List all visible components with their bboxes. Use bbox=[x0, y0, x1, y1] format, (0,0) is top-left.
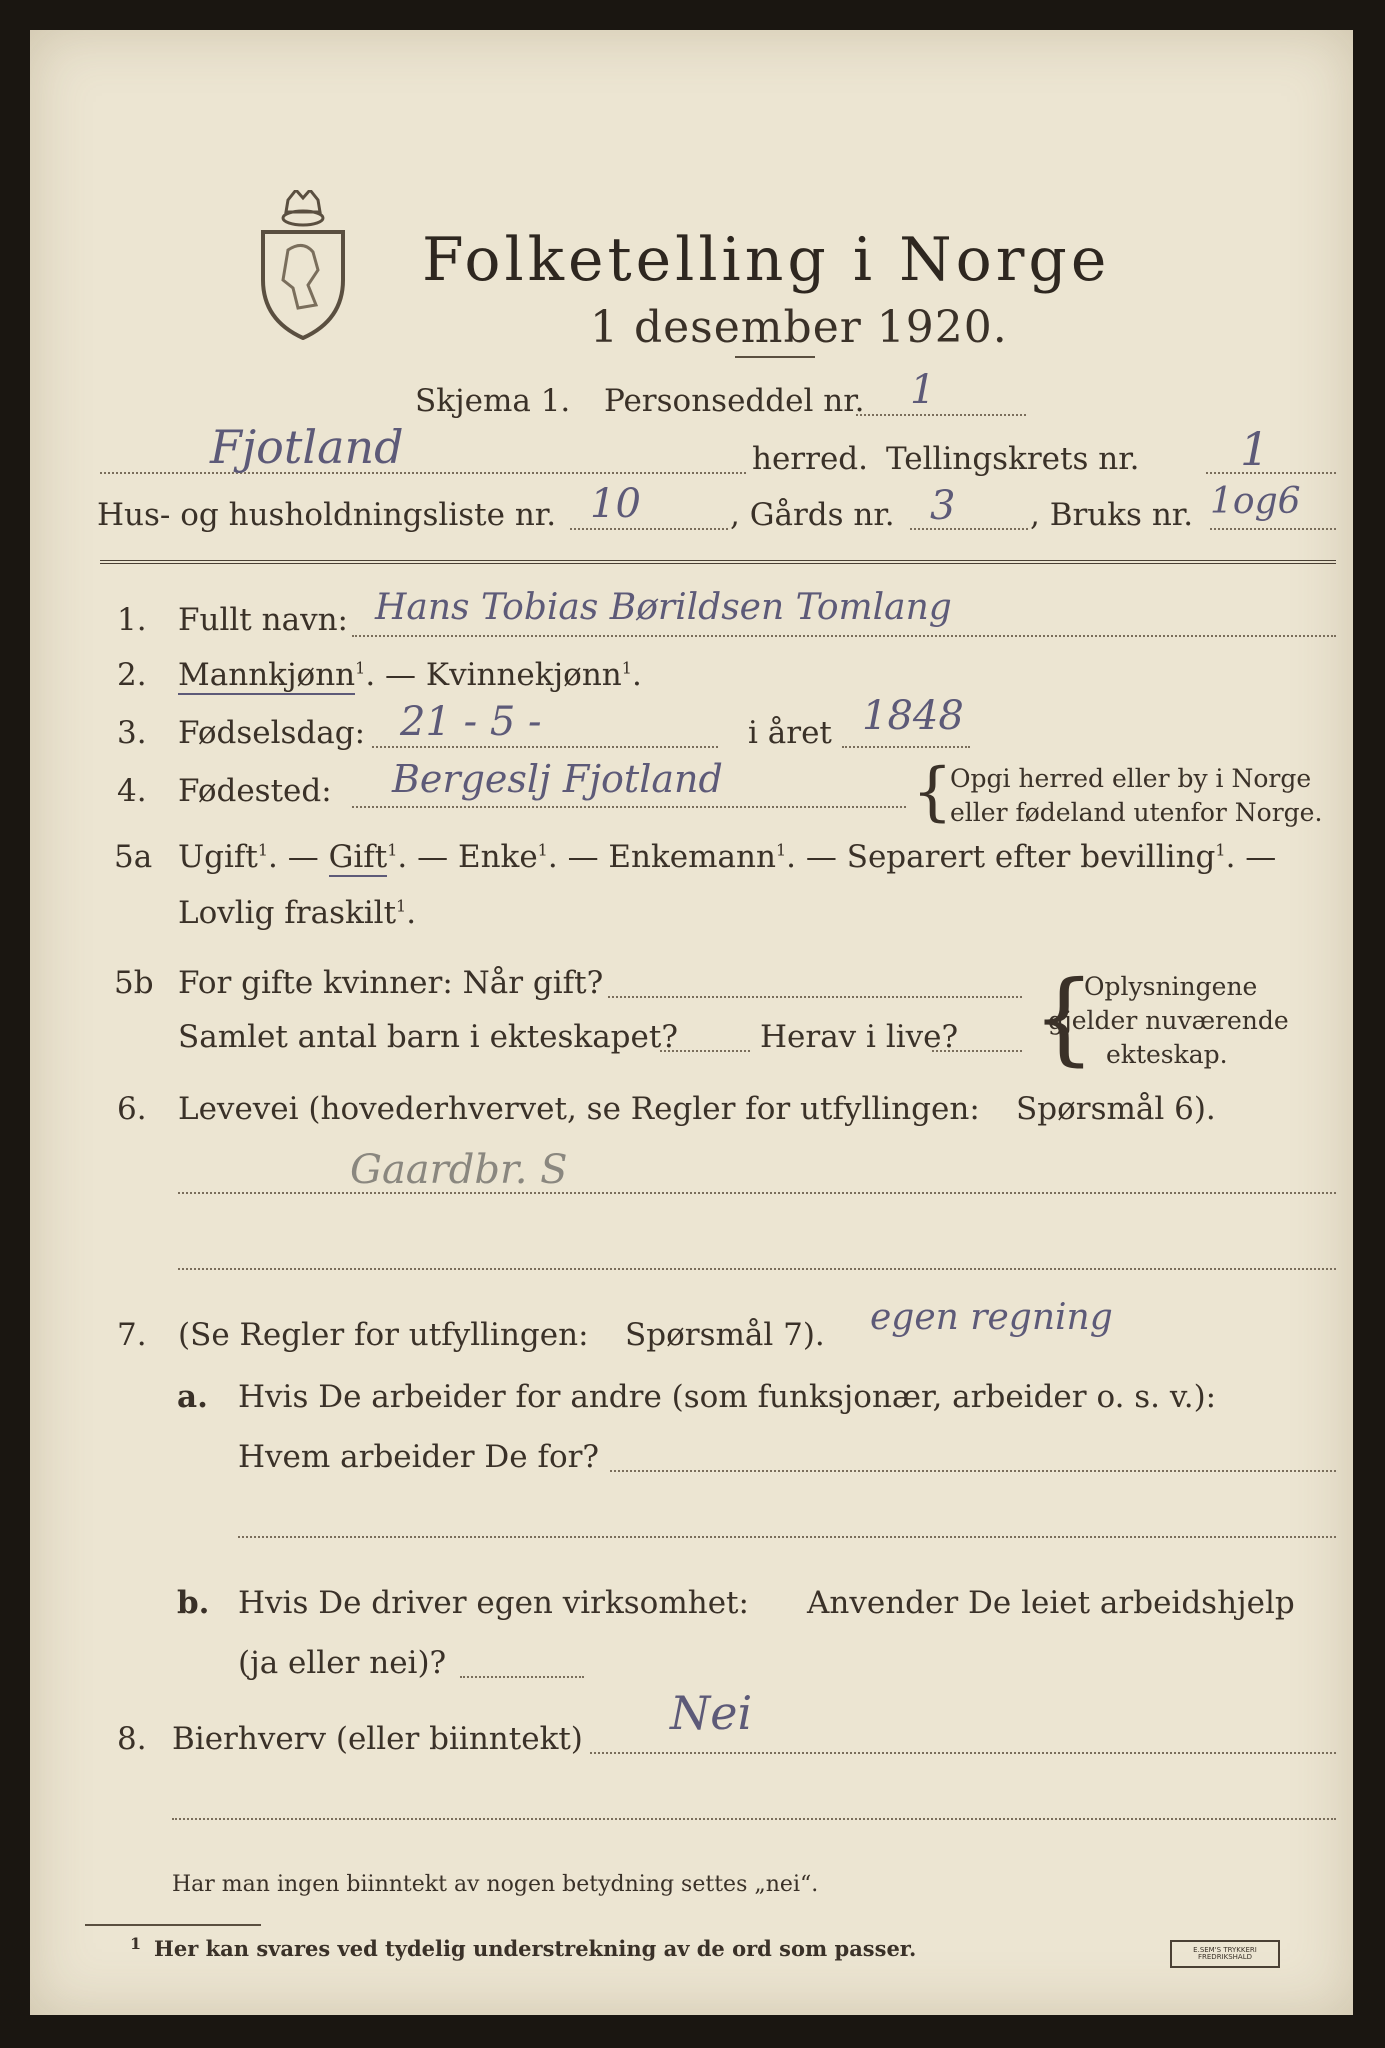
q7-label-end: Spørsmål 7). bbox=[625, 1317, 825, 1353]
q7b-text-end: Anvender De leiet arbeidshjelp bbox=[807, 1585, 1295, 1621]
q5b-label-2: Samlet antal barn i ekteskapet? bbox=[178, 1019, 678, 1055]
herred-label: herred. bbox=[752, 441, 868, 477]
q7b-number: b. bbox=[177, 1585, 210, 1621]
q5b-note-2: gjelder nuværende bbox=[1048, 1006, 1289, 1035]
q4-number: 4. bbox=[117, 773, 147, 809]
q3-day-value: 21 - 5 - bbox=[400, 699, 542, 745]
q5a-gift[interactable]: Gift bbox=[328, 839, 388, 875]
q6-number: 6. bbox=[117, 1091, 147, 1127]
q4-field[interactable] bbox=[352, 806, 906, 808]
schema-label: Skjema 1. bbox=[415, 383, 571, 419]
q7a-number: a. bbox=[177, 1379, 208, 1415]
q7b-field[interactable] bbox=[460, 1676, 584, 1678]
q7-number: 7. bbox=[117, 1317, 147, 1353]
q7-value: egen regning bbox=[870, 1297, 1113, 1338]
q2-options: Mannkjønn$^1$. — Kvinnekjønn$^1$. bbox=[178, 657, 642, 693]
personseddel-value: 1 bbox=[910, 367, 936, 413]
q5a-separert[interactable]: Separert efter bevilling bbox=[846, 839, 1216, 875]
q5b-field-3[interactable] bbox=[932, 1050, 1022, 1052]
hus-field[interactable] bbox=[570, 528, 728, 530]
census-form bbox=[30, 30, 1353, 2015]
q8-field-1[interactable] bbox=[590, 1752, 1336, 1754]
q5b-brace: { bbox=[1032, 959, 1096, 1076]
printer-stamp bbox=[1170, 1940, 1280, 1968]
q5a-options: Ugift$^1$. — Gift$^1$. — Enke$^1$. — Enkemann$^1$. — Separert efter bevilling$^1$. — bbox=[178, 839, 1277, 875]
q3-number: 3. bbox=[117, 715, 147, 751]
q6-field-1[interactable] bbox=[178, 1192, 1336, 1194]
tellingskrets-value: 1 bbox=[1240, 422, 1270, 476]
census-date: 1 desember 1920. bbox=[590, 302, 1008, 353]
q7a-text: Hvis De arbeider for andre (som funksjonær, arbeider o. s. v.): bbox=[238, 1379, 1217, 1415]
q5b-note-1: Oplysningene bbox=[1084, 972, 1258, 1001]
title-divider bbox=[735, 356, 815, 358]
q7a-field-2[interactable] bbox=[238, 1536, 1336, 1538]
q5b-label-3: Herav i live? bbox=[760, 1019, 959, 1055]
q2-separator: . — bbox=[365, 657, 426, 693]
q4-value: Bergeslj Fjotland bbox=[392, 757, 723, 801]
q5b-number: 5b bbox=[114, 965, 154, 1001]
hus-label: Hus- og husholdningsliste nr. bbox=[97, 497, 557, 533]
q6-value: Gaardbr. S bbox=[350, 1147, 568, 1193]
q3-year-field[interactable] bbox=[842, 746, 970, 748]
q5b-note-3: ekteskap. bbox=[1106, 1040, 1228, 1069]
gards-field[interactable] bbox=[910, 528, 1028, 530]
q7b-text: Hvis De driver egen virksomhet: bbox=[238, 1585, 749, 1621]
coat-of-arms-icon bbox=[258, 190, 348, 340]
q3-label: Fødselsdag: bbox=[178, 715, 366, 751]
q4-brace: { bbox=[912, 755, 953, 829]
personseddel-label: Personseddel nr. bbox=[604, 383, 865, 419]
q3-year-value: 1848 bbox=[862, 693, 964, 739]
footnote-mark: 1 bbox=[130, 1934, 142, 1953]
form-title: Folketelling i Norge bbox=[422, 225, 1111, 295]
gards-value: 3 bbox=[930, 483, 956, 529]
q4-note-2: eller fødeland utenfor Norge. bbox=[950, 798, 1323, 827]
q8-label: Bierhverv (eller biinntekt) bbox=[172, 1721, 583, 1757]
tellingskrets-label: Tellingskrets nr. bbox=[886, 441, 1140, 477]
q3-year-label: i året bbox=[748, 715, 832, 751]
q4-label: Fødested: bbox=[178, 773, 332, 809]
nei-note: Har man ingen biinntekt av nogen betydning settes „nei“. bbox=[172, 1872, 819, 1897]
footnote: Her kan svares ved tydelig understrekning av de ord som passer. bbox=[154, 1936, 917, 1961]
q5a-enke[interactable]: Enke bbox=[457, 839, 538, 875]
header-divider bbox=[100, 560, 1336, 564]
q5a-options-2: Lovlig fraskilt$^1$. bbox=[178, 895, 417, 931]
bruks-field[interactable] bbox=[1210, 528, 1336, 530]
q5b-label-1: For gifte kvinner: Når gift? bbox=[178, 965, 604, 1001]
q2-female[interactable]: Kvinnekjønn bbox=[425, 657, 622, 693]
q5a-number: 5a bbox=[114, 839, 153, 875]
herred-field[interactable] bbox=[100, 472, 746, 474]
q6-label-end: Spørsmål 6). bbox=[1016, 1091, 1216, 1127]
q3-day-field[interactable] bbox=[372, 746, 718, 748]
q5a-ugift[interactable]: Ugift bbox=[178, 839, 258, 875]
q5a-enkemann[interactable]: Enkemann bbox=[608, 839, 776, 875]
gards-label: , Gårds nr. bbox=[730, 497, 895, 533]
herred-value: Fjotland bbox=[210, 420, 404, 474]
tellingskrets-field[interactable] bbox=[1206, 472, 1336, 474]
q7a-field-1[interactable] bbox=[610, 1470, 1336, 1472]
personseddel-field[interactable] bbox=[856, 414, 1026, 416]
q1-value: Hans Tobias Børildsen Tomlang bbox=[375, 587, 952, 628]
q8-number: 8. bbox=[117, 1721, 147, 1757]
q2-male[interactable]: Mannkjønn bbox=[178, 657, 356, 693]
q5b-field-1[interactable] bbox=[608, 996, 1022, 998]
bruks-label: , Bruks nr. bbox=[1030, 497, 1194, 533]
footnote-divider bbox=[85, 1924, 261, 1926]
hus-value: 10 bbox=[590, 481, 641, 527]
q1-field[interactable] bbox=[352, 635, 1336, 637]
printer-text: E.SEM'S TRYKKERI FREDRIKSHALD bbox=[1193, 1946, 1257, 1961]
q8-value: Nei bbox=[670, 1686, 753, 1740]
q6-label: Levevei (hovederhvervet, se Regler for utfyllingen: bbox=[178, 1091, 980, 1127]
q1-label: Fullt navn: bbox=[178, 602, 348, 638]
bruks-value: 1og6 bbox=[1210, 481, 1301, 522]
q6-field-2[interactable] bbox=[178, 1268, 1336, 1270]
q7-label: (Se Regler for utfyllingen: bbox=[178, 1317, 589, 1353]
q1-number: 1. bbox=[117, 602, 147, 638]
q5a-fraskilt[interactable]: Lovlig fraskilt bbox=[178, 895, 397, 931]
q4-note-1: Opgi herred eller by i Norge bbox=[950, 764, 1312, 793]
q2-number: 2. bbox=[117, 657, 147, 693]
q5b-field-2[interactable] bbox=[660, 1050, 750, 1052]
q7a-text-2: Hvem arbeider De for? bbox=[238, 1439, 600, 1475]
q2-end: . bbox=[631, 657, 642, 693]
q7b-text-2: (ja eller nei)? bbox=[238, 1645, 447, 1681]
q8-field-2[interactable] bbox=[172, 1818, 1336, 1820]
